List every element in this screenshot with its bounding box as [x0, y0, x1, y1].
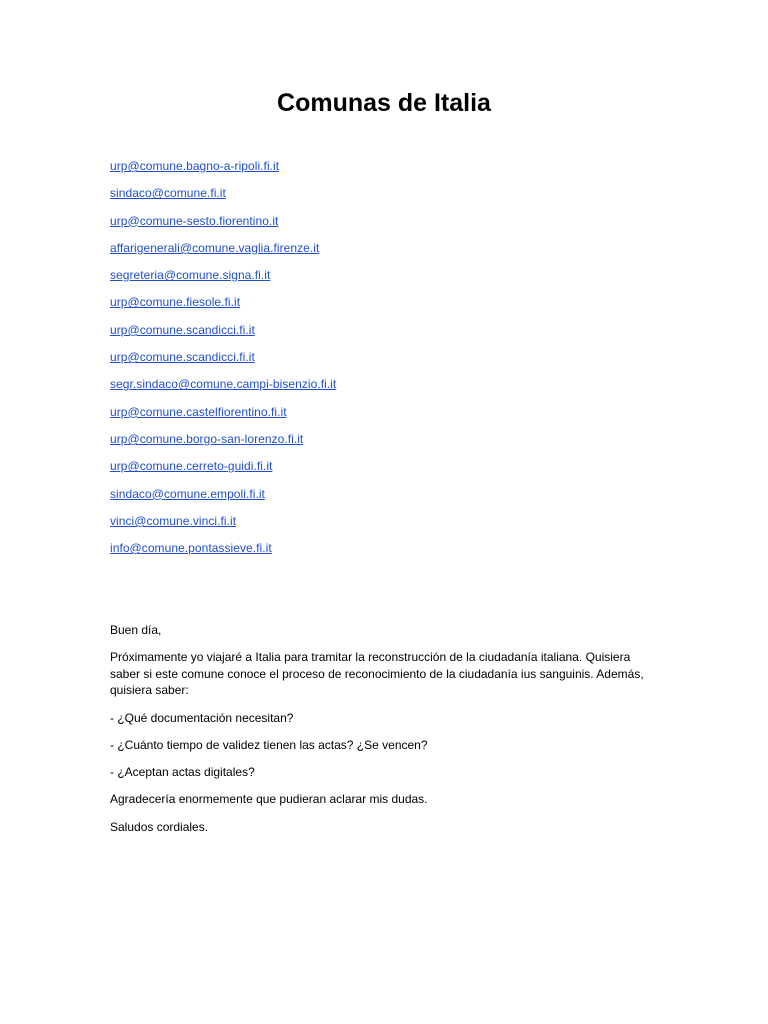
- letter-question: - ¿Qué documentación necesitan?: [110, 710, 294, 725]
- list-item: [110, 485, 336, 512]
- email-link-14[interactable]: vinci@comune.vinci.fi.it: [110, 513, 237, 528]
- list-item: [110, 157, 336, 184]
- letter-question: - ¿Aceptan actas digitales?: [110, 765, 255, 780]
- email-link-3[interactable]: urp@comune-sesto.fiorentino.it: [110, 213, 279, 228]
- email-link-15[interactable]: info@comune.pontassieve.fi.it: [110, 541, 272, 556]
- list-item: [110, 293, 336, 320]
- list-item: [110, 539, 336, 566]
- list-item: [110, 512, 336, 539]
- letter-closing: Saludos cordiales.: [110, 819, 209, 834]
- list-item: [110, 184, 336, 211]
- letter-greeting: Buen día,: [110, 623, 162, 637]
- email-link-7[interactable]: urp@comune.scandicci.fi.it: [110, 322, 255, 337]
- list-item: [110, 375, 336, 402]
- list-item: [110, 457, 336, 484]
- email-link-12[interactable]: urp@comune.cerreto-guidi.fi.it: [110, 459, 273, 474]
- email-link-5[interactable]: segreteria@comune.signa.fi.it: [110, 268, 271, 283]
- email-link-1[interactable]: urp@comune.bagno-a-ripoli.fi.it: [110, 159, 280, 173]
- email-link-6[interactable]: urp@comune.fiesole.fi.it: [110, 295, 241, 310]
- list-item: [110, 430, 336, 457]
- email-link-10[interactable]: urp@comune.castelfiorentino.fi.it: [110, 404, 287, 419]
- list-item: [110, 321, 336, 348]
- email-link-8[interactable]: urp@comune.scandicci.fi.it: [110, 350, 255, 365]
- list-item: [110, 239, 336, 266]
- email-link-11[interactable]: urp@comune.borgo-san-lorenzo.fi.it: [110, 431, 304, 446]
- list-item: [110, 266, 336, 293]
- email-link-9[interactable]: segr.sindaco@comune.campi-bisenzio.fi.it: [110, 377, 337, 392]
- letter-question: - ¿Cuánto tiempo de validez tienen las actas? ¿Se vencen?: [110, 737, 428, 752]
- letter-body: [110, 622, 650, 846]
- email-link-13[interactable]: sindaco@comune.empoli.fi.it: [110, 486, 265, 501]
- list-item: [110, 212, 336, 239]
- list-item: [110, 348, 336, 375]
- letter-thanks: Agradecería enormemente que pudieran aclarar mis dudas.: [110, 792, 428, 807]
- list-item: [110, 403, 336, 430]
- email-list: [110, 157, 336, 566]
- letter-paragraph: Próximamente yo viajaré a Italia para tramitar la reconstrucción de la ciudadanía italiana. Quisiera saber si este comune conoce el proceso de reconocimiento de la ciudadanía ius sanguinis. Además, quisiera saber:: [110, 650, 644, 698]
- email-link-4[interactable]: affarigenerali@comune.vaglia.firenze.it: [110, 240, 320, 255]
- email-link-2[interactable]: sindaco@comune.fi.it: [110, 186, 226, 201]
- page-title: Comunas de Italia: [277, 89, 491, 117]
